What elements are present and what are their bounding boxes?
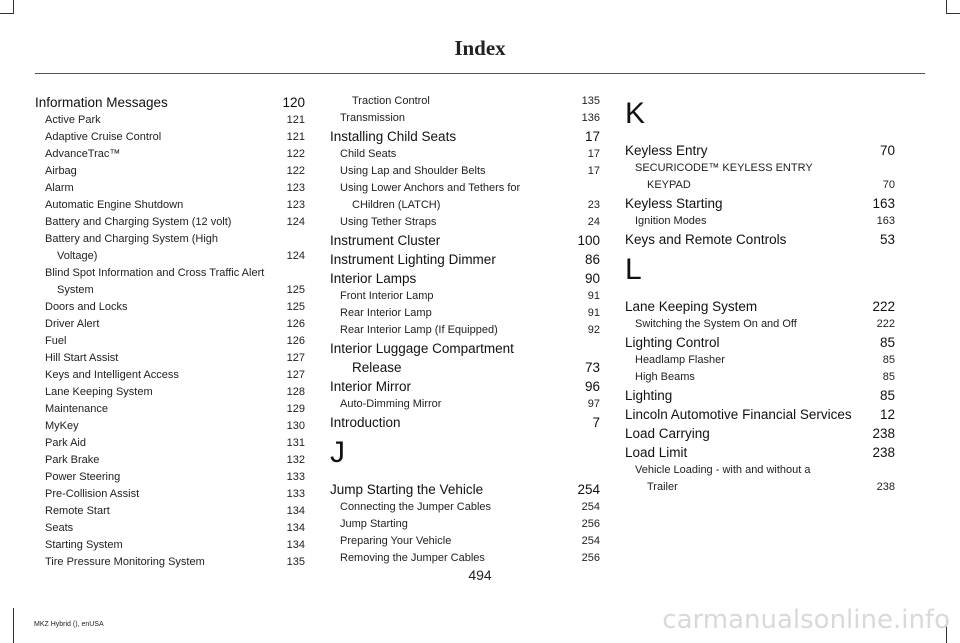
entry-page-number: 133 [286, 471, 305, 483]
entry-label: Lighting Control [625, 335, 720, 350]
entry-label: Keyless Starting [625, 196, 723, 211]
entry-page-number: 24 [587, 216, 600, 228]
entry-label: Headlamp Flasher [635, 354, 725, 366]
index-entry[interactable] [625, 141, 895, 160]
index-subentry-first-line: Battery and Charging System (High [45, 233, 219, 245]
index-subentry[interactable] [35, 197, 305, 214]
index-subentry[interactable] [330, 146, 600, 163]
entry-label: Rear Interior Lamp [340, 307, 432, 319]
footer-text: MKZ Hybrid (), enUSA [34, 621, 104, 628]
entry-page-number: 85 [882, 354, 895, 366]
entry-label: MyKey [45, 420, 79, 432]
entry-label: Power Steering [45, 471, 121, 483]
index-subentry[interactable] [35, 435, 305, 452]
entry-page-number: 121 [286, 114, 305, 126]
entry-label: Switching the System On and Off [635, 318, 797, 330]
index-subentry[interactable] [35, 333, 305, 350]
index-subentry[interactable] [35, 418, 305, 435]
entry-page-number: 73 [584, 360, 600, 375]
entry-page-number: 91 [587, 307, 600, 319]
entry-page-number: 96 [584, 379, 600, 394]
entry-page-number: 17 [584, 129, 600, 144]
crop-mark-top-right-v [946, 0, 947, 14]
index-entry[interactable] [625, 424, 895, 443]
entry-label: Introduction [330, 415, 401, 430]
entry-label: KEYPAD [647, 179, 691, 191]
entry-page-number: 97 [587, 398, 600, 410]
index-subentry[interactable] [35, 520, 305, 537]
entry-label: CHildren (LATCH) [352, 199, 441, 211]
entry-page-number: 222 [872, 299, 895, 314]
index-letter-heading: K [625, 97, 646, 130]
entry-page-number: 129 [286, 403, 305, 415]
entry-page-number: 163 [872, 196, 895, 211]
entry-label: Instrument Lighting Dimmer [330, 252, 496, 267]
entry-label: Keyless Entry [625, 143, 708, 158]
page-title: Index [454, 36, 506, 60]
index-subentry[interactable] [625, 352, 895, 369]
entry-page-number: 7 [592, 415, 600, 430]
index-subentry[interactable] [35, 486, 305, 503]
index-subentry[interactable] [330, 550, 600, 567]
entry-label: Adaptive Cruise Control [45, 131, 162, 143]
entry-page-number: 238 [876, 481, 895, 493]
index-entry[interactable] [330, 413, 600, 432]
entry-label: Maintenance [45, 403, 108, 415]
entry-label: Fuel [45, 335, 67, 347]
index-subentry[interactable] [35, 163, 305, 180]
entry-page-number: 70 [879, 143, 895, 158]
entry-page-number: 134 [286, 539, 305, 551]
entry-page-number: 125 [286, 301, 305, 313]
entry-page-number: 122 [286, 165, 305, 177]
entry-label: Lane Keeping System [45, 386, 153, 398]
header-rule [35, 73, 925, 74]
index-subentry[interactable] [330, 499, 600, 516]
entry-page-number: 127 [286, 369, 305, 381]
index-subentry[interactable] [35, 129, 305, 146]
entry-page-number: 127 [286, 352, 305, 364]
index-subentry[interactable] [35, 401, 305, 418]
index-entry[interactable] [625, 230, 895, 249]
index-column-1 [35, 93, 305, 571]
index-subentry[interactable] [330, 305, 600, 322]
index-subentry[interactable] [330, 533, 600, 550]
entry-page-number: 90 [584, 271, 600, 286]
entry-page-number: 256 [581, 518, 600, 530]
entry-label: Active Park [45, 114, 101, 126]
entry-label: Rear Interior Lamp (If Equipped) [340, 324, 498, 336]
entry-label: Doors and Locks [45, 301, 128, 313]
entry-label: Ignition Modes [635, 215, 707, 227]
entry-label: Installing Child Seats [330, 129, 457, 144]
entry-page-number: 254 [581, 535, 600, 547]
index-entry-first-line: Interior Luggage Compartment [330, 341, 514, 356]
entry-page-number: 124 [286, 250, 305, 262]
entry-page-number: 238 [872, 445, 895, 460]
entry-label: Jump Starting the Vehicle [330, 482, 484, 497]
entry-page-number: 163 [876, 215, 895, 227]
index-subentry[interactable] [625, 479, 895, 496]
entry-label: Interior Lamps [330, 271, 417, 286]
entry-page-number: 136 [581, 112, 600, 124]
index-subentry[interactable] [330, 322, 600, 339]
index-entry[interactable] [35, 93, 305, 112]
entry-page-number: 134 [286, 522, 305, 534]
entry-page-number: 85 [879, 388, 895, 403]
index-subentry[interactable] [625, 213, 895, 230]
index-subentry[interactable] [35, 469, 305, 486]
entry-page-number: 100 [577, 233, 600, 248]
index-subentry[interactable] [330, 197, 600, 214]
index-entry[interactable] [625, 443, 895, 462]
entry-page-number: 126 [286, 318, 305, 330]
index-subentry-first-line: SECURICODE™ KEYLESS ENTRY [635, 162, 813, 174]
entry-label: Driver Alert [45, 318, 100, 330]
entry-page-number: 254 [577, 482, 600, 497]
index-subentry[interactable] [330, 93, 600, 110]
entry-label: Child Seats [340, 148, 397, 160]
entry-page-number: 124 [286, 216, 305, 228]
entry-page-number: 86 [584, 252, 600, 267]
crop-mark-top-left-v [13, 0, 14, 14]
index-letter-heading: L [625, 253, 642, 286]
entry-page-number: 12 [879, 407, 895, 422]
index-entry[interactable] [330, 358, 600, 377]
entry-page-number: 122 [286, 148, 305, 160]
index-entry[interactable] [330, 269, 600, 288]
entry-page-number: 130 [286, 420, 305, 432]
entry-label: Using Tether Straps [340, 216, 437, 228]
index-subentry[interactable] [35, 282, 305, 299]
index-subentry-first-line: Using Lower Anchors and Tethers for [340, 182, 521, 194]
entry-page-number: 17 [587, 165, 600, 177]
entry-page-number: 17 [587, 148, 600, 160]
entry-page-number: 70 [882, 179, 895, 191]
index-subentry[interactable] [35, 350, 305, 367]
entry-label: Keys and Intelligent Access [45, 369, 179, 381]
entry-page-number: 85 [879, 335, 895, 350]
index-subentry-first-line: Vehicle Loading - with and without a [635, 464, 811, 476]
entry-label: Interior Mirror [330, 379, 412, 394]
entry-label: AdvanceTrac™ [45, 148, 121, 160]
index-entry[interactable] [625, 405, 895, 424]
entry-label: Lighting [625, 388, 673, 403]
entry-label: Trailer [647, 481, 678, 493]
entry-label: Using Lap and Shoulder Belts [340, 165, 486, 177]
entry-page-number: 126 [286, 335, 305, 347]
entry-label: Lincoln Automotive Financial Services [625, 407, 852, 422]
entry-label: Release [352, 360, 402, 375]
index-subentry[interactable] [330, 516, 600, 533]
entry-label: Load Carrying [625, 426, 710, 441]
index-subentry[interactable] [35, 299, 305, 316]
entry-label: Load Limit [625, 445, 688, 460]
watermark: carmanualsonline.info [662, 605, 950, 635]
index-subentry[interactable] [35, 214, 305, 231]
entry-label: Preparing Your Vehicle [340, 535, 452, 547]
entry-page-number: 131 [286, 437, 305, 449]
index-entry[interactable] [330, 127, 600, 146]
entry-label: Instrument Cluster [330, 233, 441, 248]
entry-page-number: 23 [587, 199, 600, 211]
index-subentry[interactable] [35, 146, 305, 163]
index-subentry[interactable] [330, 163, 600, 180]
entry-label: Front Interior Lamp [340, 290, 434, 302]
entry-label: Tire Pressure Monitoring System [45, 556, 205, 568]
index-subentry-first-line: Blind Spot Information and Cross Traffic Alert [45, 267, 265, 279]
index-column-3 [625, 93, 895, 496]
entry-label: Keys and Remote Controls [625, 232, 787, 247]
entry-page-number: 256 [581, 552, 600, 564]
index-subentry[interactable] [35, 367, 305, 384]
index-entry[interactable] [330, 250, 600, 269]
entry-label: System [57, 284, 94, 296]
crop-mark-bottom-left-v [13, 608, 14, 643]
entry-label: Voltage) [57, 250, 98, 262]
entry-page-number: 125 [286, 284, 305, 296]
index-letter-heading: J [330, 436, 345, 469]
entry-label: Lane Keeping System [625, 299, 758, 314]
index-subentry[interactable] [330, 110, 600, 127]
index-column-2 [330, 93, 600, 567]
entry-page-number: 91 [587, 290, 600, 302]
index-subentry[interactable] [35, 248, 305, 265]
entry-page-number: 128 [286, 386, 305, 398]
index-subentry[interactable] [625, 316, 895, 333]
entry-label: Connecting the Jumper Cables [340, 501, 492, 513]
index-entry[interactable] [625, 333, 895, 352]
entry-page-number: 134 [286, 505, 305, 517]
index-subentry[interactable] [35, 180, 305, 197]
entry-label: Traction Control [352, 95, 430, 107]
entry-page-number: 135 [286, 556, 305, 568]
entry-page-number: 121 [286, 131, 305, 143]
entry-label: Battery and Charging System (12 volt) [45, 216, 232, 228]
entry-label: Starting System [45, 539, 123, 551]
entry-label: Transmission [340, 112, 405, 124]
entry-page-number: 133 [286, 488, 305, 500]
page-number: 494 [468, 567, 492, 583]
entry-page-number: 238 [872, 426, 895, 441]
entry-label: Information Messages [35, 95, 168, 110]
index-subentry[interactable] [35, 503, 305, 520]
index-entry[interactable] [330, 480, 600, 499]
entry-page-number: 222 [876, 318, 895, 330]
entry-page-number: 53 [879, 232, 895, 247]
entry-label: Removing the Jumper Cables [340, 552, 485, 564]
entry-label: Automatic Engine Shutdown [45, 199, 184, 211]
index-subentry[interactable] [330, 214, 600, 231]
entry-page-number: 123 [286, 199, 305, 211]
entry-page-number: 85 [882, 371, 895, 383]
index-entry[interactable] [625, 386, 895, 405]
entry-label: High Beams [635, 371, 695, 383]
entry-page-number: 120 [282, 95, 305, 110]
entry-label: Remote Start [45, 505, 110, 517]
entry-label: Seats [45, 522, 74, 534]
entry-page-number: 135 [581, 95, 600, 107]
entry-page-number: 254 [581, 501, 600, 513]
entry-label: Hill Start Assist [45, 352, 119, 364]
index-subentry[interactable] [35, 316, 305, 333]
entry-label: Park Brake [45, 454, 100, 466]
index-subentry[interactable] [625, 177, 895, 194]
index-subentry[interactable] [35, 384, 305, 401]
entry-label: Auto-Dimming Mirror [340, 398, 442, 410]
index-subentry[interactable] [330, 288, 600, 305]
entry-page-number: 132 [286, 454, 305, 466]
index-entry[interactable] [625, 297, 895, 316]
entry-label: Pre-Collision Assist [45, 488, 140, 500]
entry-page-number: 123 [286, 182, 305, 194]
index-subentry[interactable] [35, 452, 305, 469]
index-entry[interactable] [625, 194, 895, 213]
entry-page-number: 92 [587, 324, 600, 336]
entry-label: Park Aid [45, 437, 86, 449]
index-entry[interactable] [330, 231, 600, 250]
entry-label: Jump Starting [340, 518, 408, 530]
index-subentry[interactable] [35, 537, 305, 554]
crop-mark-top-right-h [946, 13, 960, 14]
entry-label: Alarm [45, 182, 74, 194]
index-subentry[interactable] [330, 396, 600, 413]
index-subentry[interactable] [625, 369, 895, 386]
index-entry[interactable] [330, 377, 600, 396]
crop-mark-top-left-h [0, 13, 14, 14]
index-subentry[interactable] [35, 112, 305, 129]
entry-label: Airbag [45, 165, 77, 177]
